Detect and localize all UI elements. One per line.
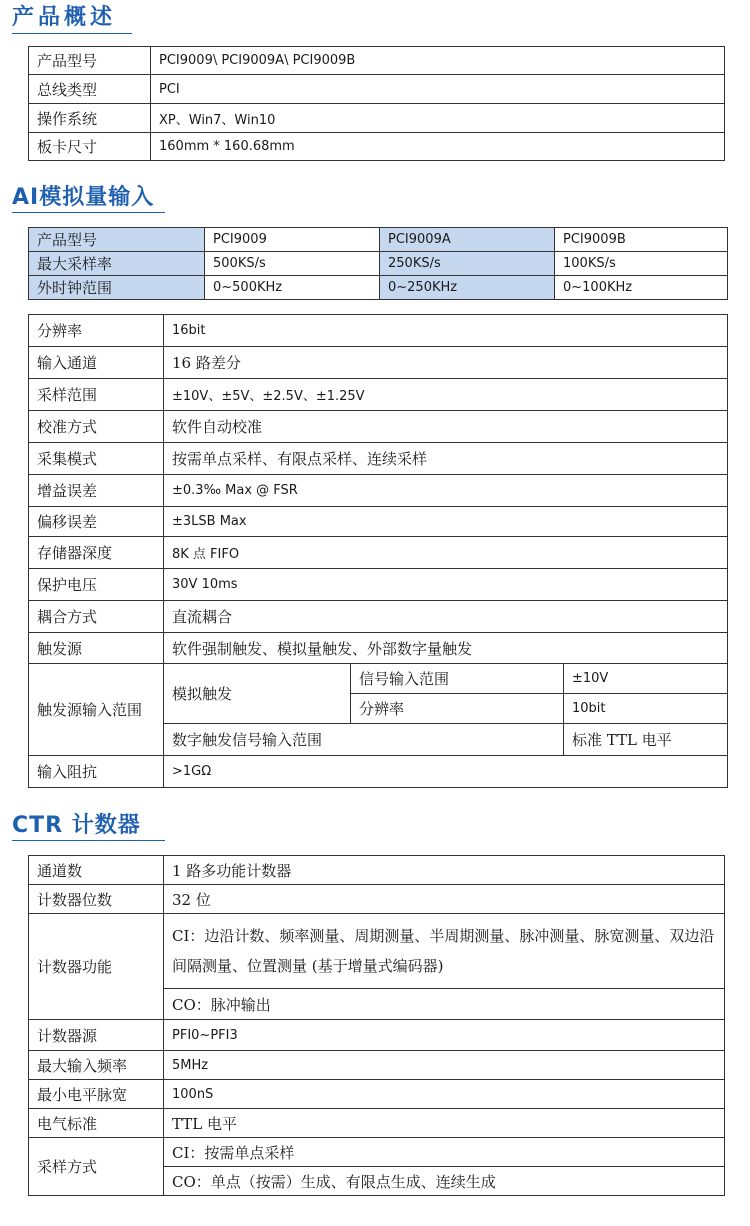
row-label: 最大输入频率 bbox=[29, 1051, 164, 1080]
row-value: 软件自动校准 bbox=[164, 411, 728, 443]
trigger-analog: 模拟触发 bbox=[164, 664, 351, 724]
trigger-resolution-label: 分辨率 bbox=[351, 694, 564, 724]
table-row bbox=[29, 1051, 725, 1080]
table-row bbox=[29, 1020, 725, 1051]
section-title-ai: AI模拟量输入 bbox=[12, 185, 155, 210]
section-rule-ctr bbox=[12, 840, 165, 841]
row-value: PCI9009\ PCI9009A\ PCI9009B bbox=[151, 47, 725, 75]
row-value: 160mm * 160.68mm bbox=[151, 133, 725, 161]
row-label: 存储器深度 bbox=[29, 537, 164, 569]
row-label: 采样范围 bbox=[29, 379, 164, 411]
table-row bbox=[29, 104, 725, 133]
row-label: 输入通道 bbox=[29, 347, 164, 379]
row-label: 采集模式 bbox=[29, 443, 164, 475]
table-row bbox=[29, 252, 728, 276]
ai-spec-table bbox=[28, 314, 728, 788]
row-label: 偏移误差 bbox=[29, 507, 164, 537]
table-row bbox=[29, 664, 728, 694]
table-row bbox=[29, 379, 728, 411]
row-label: 触发源 bbox=[29, 633, 164, 664]
table-row bbox=[29, 885, 725, 914]
table-row bbox=[29, 1109, 725, 1138]
table-row bbox=[29, 601, 728, 633]
row-value: >1GΩ bbox=[164, 756, 728, 788]
row-value: TTL 电平 bbox=[164, 1109, 725, 1138]
trigger-resolution-value: 10bit bbox=[564, 694, 728, 724]
sampling-ci: CI：按需单点采样 bbox=[164, 1138, 725, 1167]
model-cell: PCI9009 bbox=[205, 228, 380, 252]
table-row bbox=[29, 633, 728, 664]
row-label: 通道数 bbox=[29, 856, 164, 885]
row-label: 分辨率 bbox=[29, 315, 164, 347]
table-row bbox=[29, 47, 725, 75]
row-value: 软件强制触发、模拟量触发、外部数字量触发 bbox=[164, 633, 728, 664]
row-label: 产品型号 bbox=[29, 228, 205, 252]
row-value: 5MHz bbox=[164, 1051, 725, 1080]
row-label: 电气标准 bbox=[29, 1109, 164, 1138]
table-row bbox=[29, 228, 728, 252]
overview-table bbox=[28, 46, 725, 161]
ctr-table bbox=[28, 855, 725, 1196]
table-row bbox=[29, 276, 728, 300]
row-label: 校准方式 bbox=[29, 411, 164, 443]
row-value: 16bit bbox=[164, 315, 728, 347]
row-value: ±10V、±5V、±2.5V、±1.25V bbox=[164, 379, 728, 411]
row-label: 板卡尺寸 bbox=[29, 133, 151, 161]
table-row bbox=[29, 411, 728, 443]
table-row bbox=[29, 756, 728, 788]
counter-function-ci: CI：边沿计数、频率测量、周期测量、半周期测量、脉冲测量、脉宽测量、双边沿间隔测量、位置测量 (基于增量式编码器) bbox=[164, 914, 725, 989]
row-label: 计数器位数 bbox=[29, 885, 164, 914]
row-value: 100nS bbox=[164, 1080, 725, 1109]
section-title-overview: 产品概述 bbox=[12, 5, 117, 30]
table-row bbox=[29, 347, 728, 379]
table-row bbox=[29, 537, 728, 569]
model-cell: 0~500KHz bbox=[205, 276, 380, 300]
section-title-ctr: CTR 计数器 bbox=[12, 813, 141, 838]
table-row bbox=[29, 133, 725, 161]
table-row bbox=[29, 475, 728, 507]
model-cell: 0~250KHz bbox=[380, 276, 555, 300]
section-rule-overview bbox=[12, 33, 132, 34]
table-row bbox=[29, 914, 725, 989]
row-label: 耦合方式 bbox=[29, 601, 164, 633]
row-label: 外时钟范围 bbox=[29, 276, 205, 300]
model-cell: 500KS/s bbox=[205, 252, 380, 276]
model-cell: 100KS/s bbox=[555, 252, 728, 276]
row-value: XP、Win7、Win10 bbox=[151, 104, 725, 133]
row-label: 操作系统 bbox=[29, 104, 151, 133]
row-value: PCI bbox=[151, 75, 725, 104]
counter-function-co: CO：脉冲输出 bbox=[164, 989, 725, 1020]
row-label: 采样方式 bbox=[29, 1138, 164, 1196]
row-value: 1 路多功能计数器 bbox=[164, 856, 725, 885]
row-label: 产品型号 bbox=[29, 47, 151, 75]
row-value: 16 路差分 bbox=[164, 347, 728, 379]
table-row bbox=[29, 75, 725, 104]
sampling-co: CO：单点（按需）生成、有限点生成、连续生成 bbox=[164, 1167, 725, 1196]
row-label: 最大采样率 bbox=[29, 252, 205, 276]
row-label: 输入阻抗 bbox=[29, 756, 164, 788]
digital-trigger-value: 标准 TTL 电平 bbox=[564, 724, 728, 756]
row-label: 保护电压 bbox=[29, 569, 164, 601]
model-cell: PCI9009B bbox=[555, 228, 728, 252]
row-label: 总线类型 bbox=[29, 75, 151, 104]
row-value: ±0.3‰ Max @ FSR bbox=[164, 475, 728, 507]
table-row bbox=[29, 856, 725, 885]
row-label: 增益误差 bbox=[29, 475, 164, 507]
row-value: 32 位 bbox=[164, 885, 725, 914]
row-value: 30V 10ms bbox=[164, 569, 728, 601]
table-row bbox=[29, 443, 728, 475]
row-value: ±3LSB Max bbox=[164, 507, 728, 537]
row-value: 按需单点采样、有限点采样、连续采样 bbox=[164, 443, 728, 475]
table-row bbox=[29, 569, 728, 601]
table-row bbox=[29, 1080, 725, 1109]
ai-model-table bbox=[28, 227, 728, 300]
row-label: 触发源输入范围 bbox=[29, 664, 164, 756]
row-value: 直流耦合 bbox=[164, 601, 728, 633]
signal-range-label: 信号输入范围 bbox=[351, 664, 564, 694]
section-rule-ai bbox=[12, 212, 165, 213]
table-row bbox=[29, 507, 728, 537]
table-row bbox=[29, 1138, 725, 1167]
row-label: 计数器功能 bbox=[29, 914, 164, 1020]
row-label: 最小电平脉宽 bbox=[29, 1080, 164, 1109]
model-cell: PCI9009A bbox=[380, 228, 555, 252]
model-cell: 250KS/s bbox=[380, 252, 555, 276]
row-value: 8K 点 FIFO bbox=[164, 537, 728, 569]
row-value: PFI0~PFI3 bbox=[164, 1020, 725, 1051]
table-row bbox=[29, 315, 728, 347]
model-cell: 0~100KHz bbox=[555, 276, 728, 300]
signal-range-value: ±10V bbox=[564, 664, 728, 694]
digital-trigger-label: 数字触发信号输入范围 bbox=[164, 724, 564, 756]
row-label: 计数器源 bbox=[29, 1020, 164, 1051]
